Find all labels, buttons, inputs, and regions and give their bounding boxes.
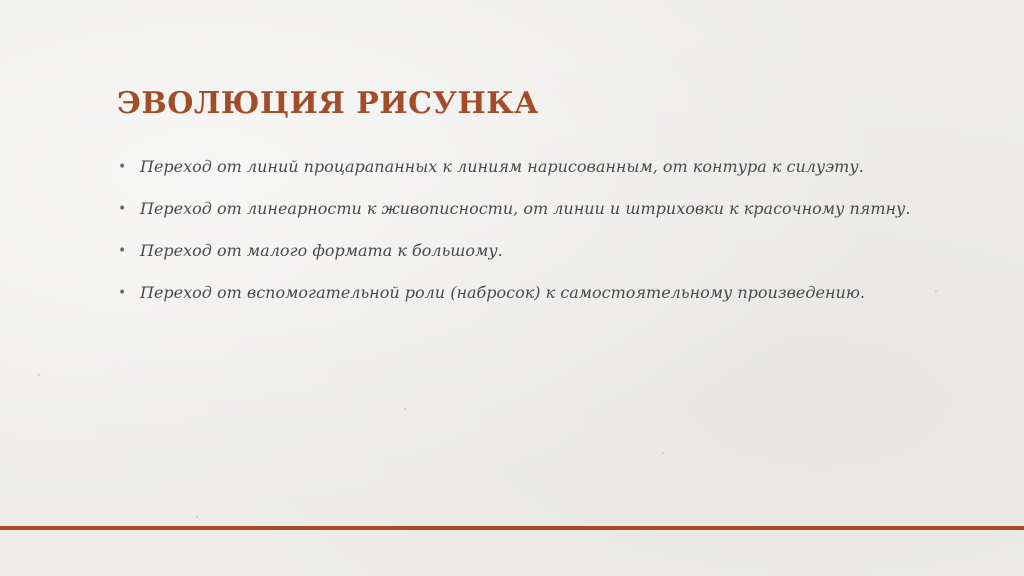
paper-texture-speck [935, 290, 937, 292]
bottom-divider-line [0, 526, 1024, 530]
paper-texture-speck [38, 374, 40, 376]
paper-texture-speck [196, 516, 198, 518]
bullet-text: Переход от малого формата к большому. [140, 241, 503, 260]
bullet-list [118, 156, 918, 324]
slide-title: ЭВОЛЮЦИЯ РИСУНКА [117, 86, 539, 121]
bullet-item [118, 156, 918, 178]
paper-texture-speck [662, 452, 664, 454]
bullet-item [118, 240, 918, 262]
bullet-item [118, 282, 918, 304]
paper-texture-speck [404, 408, 406, 410]
bullet-text: Переход от линеарности к живописности, от линии и штриховки к красочному пятну. [140, 199, 911, 218]
bullet-icon: • [118, 243, 127, 259]
bullet-icon: • [118, 159, 127, 175]
bullet-text: Переход от линий процарапанных к линиям нарисованным, от контура к силуэту. [140, 157, 864, 176]
bullet-text: Переход от вспомогательной роли (набросок) к самостоятельному произведению. [140, 283, 865, 302]
bullet-icon: • [118, 285, 127, 301]
bullet-item [118, 198, 918, 220]
bullet-icon: • [118, 201, 127, 217]
